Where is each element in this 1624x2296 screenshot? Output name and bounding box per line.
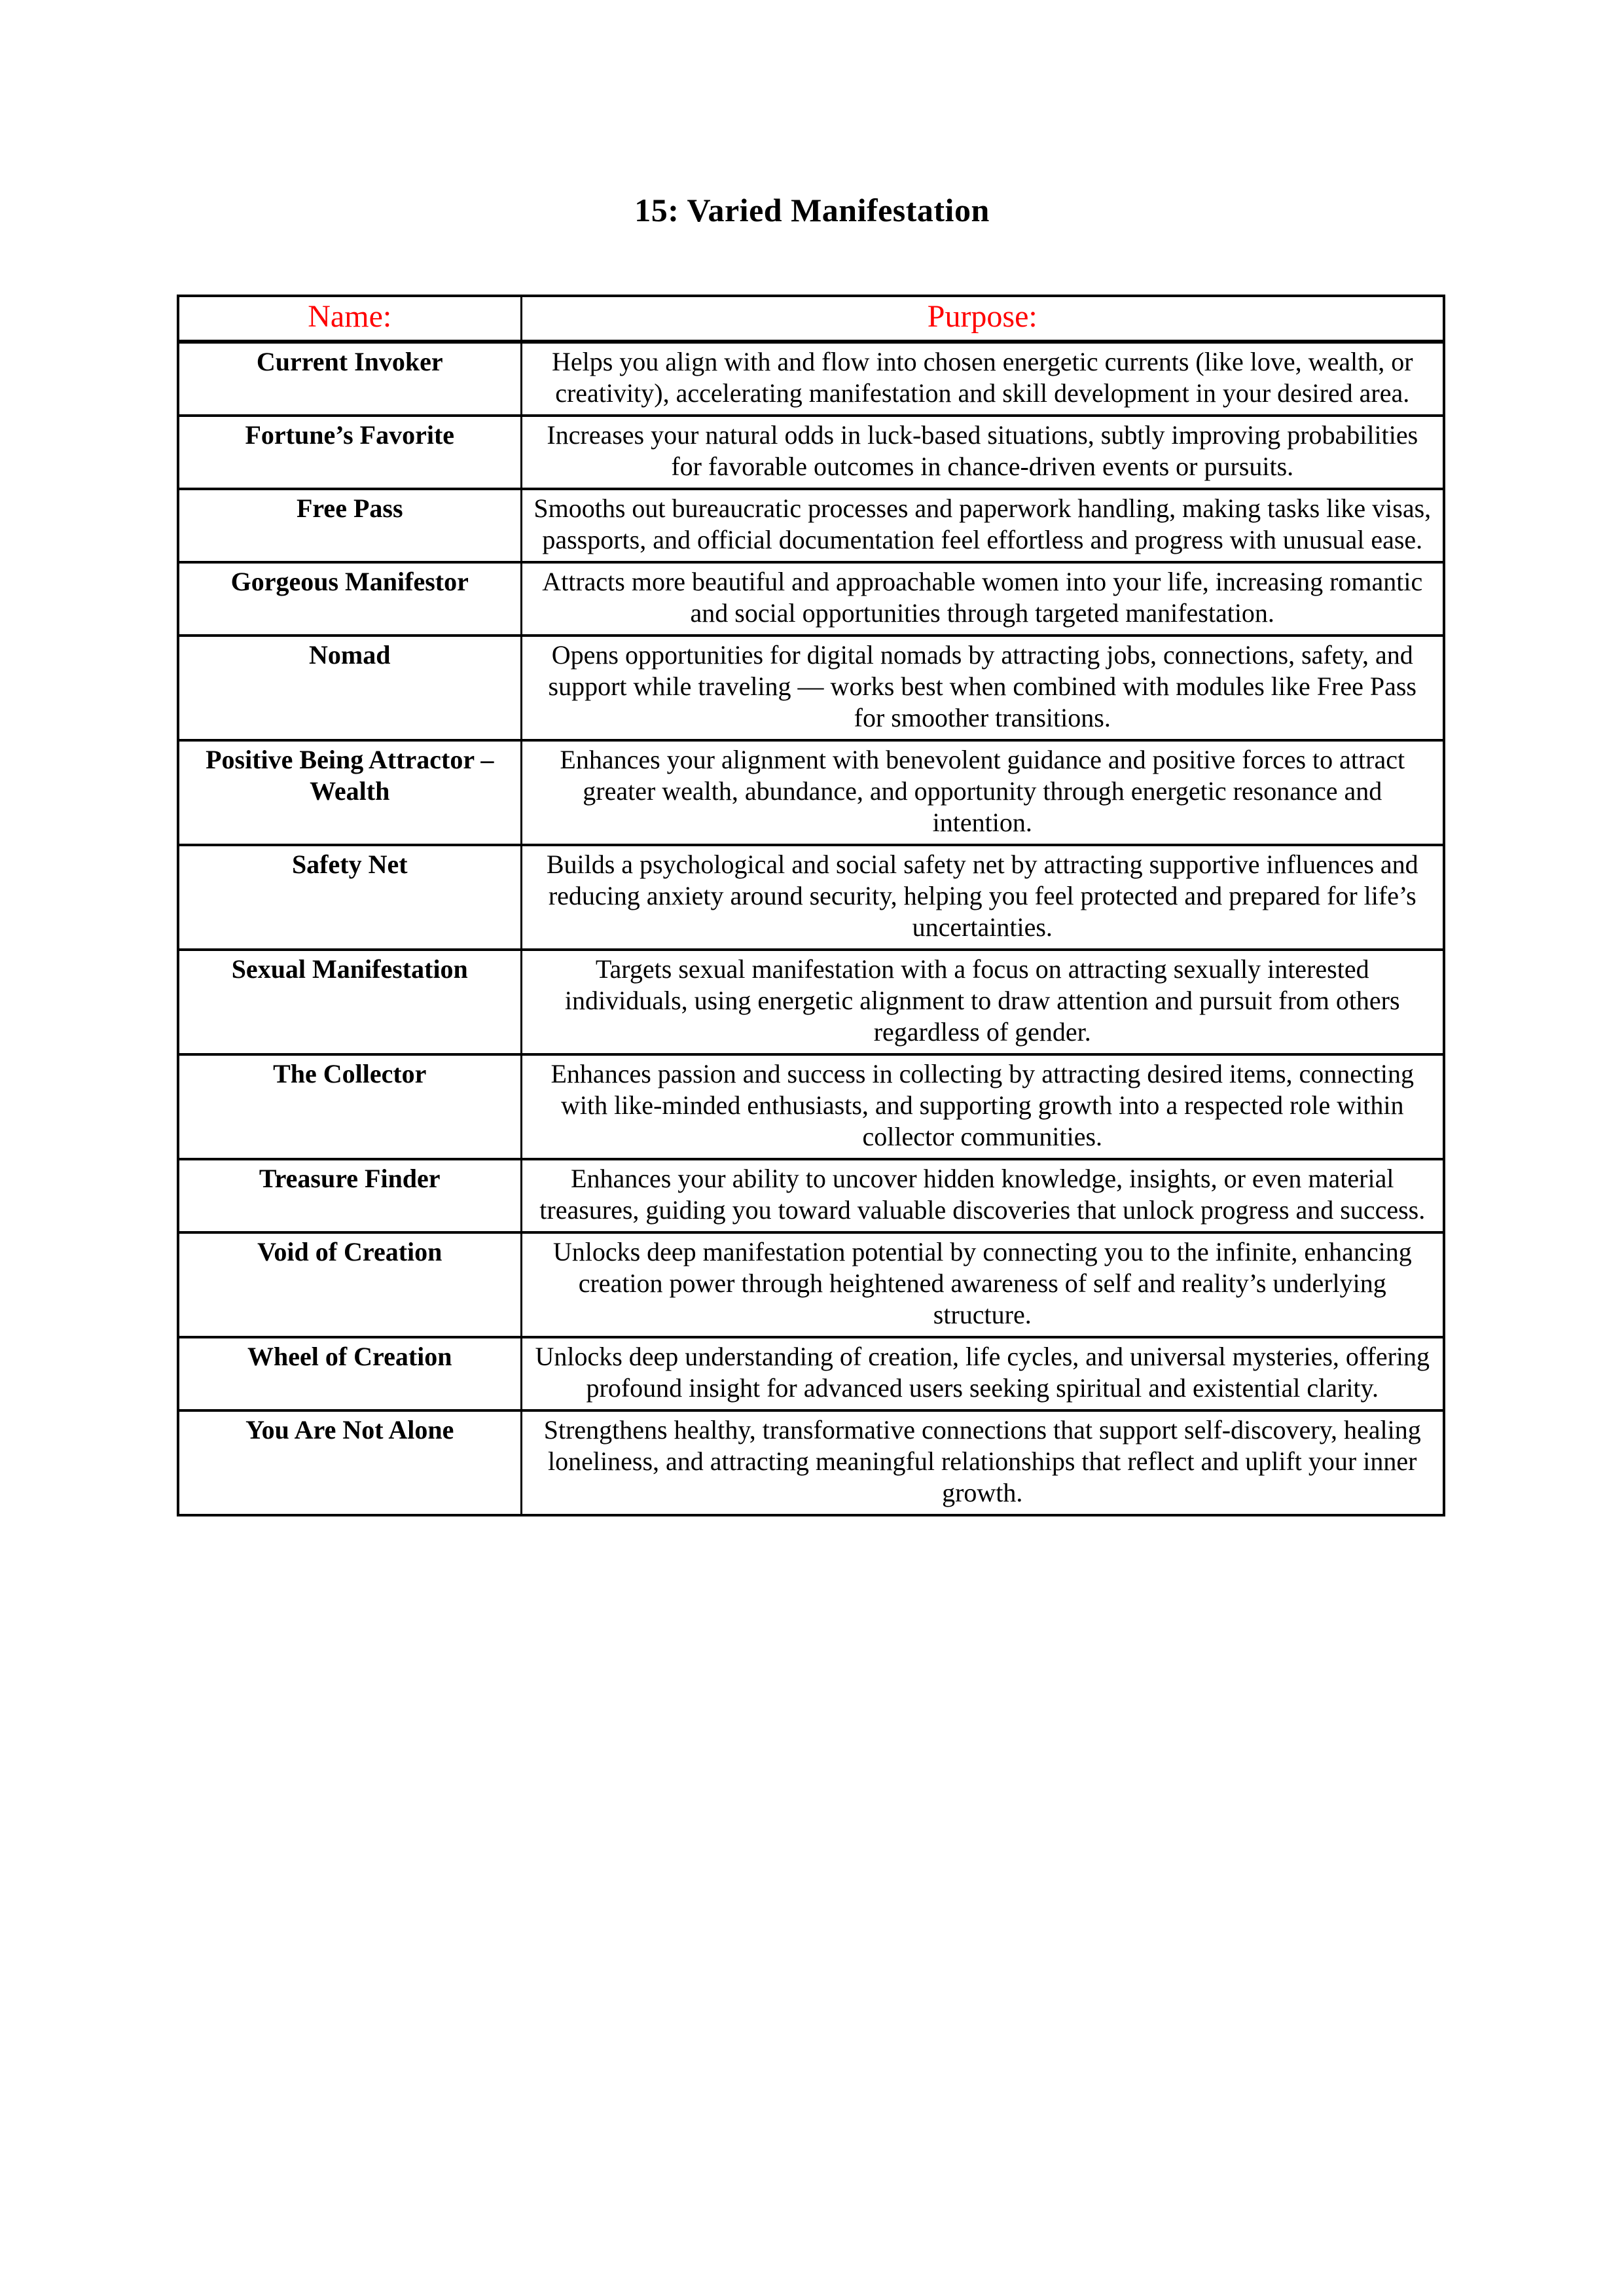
module-purpose: Targets sexual manifestation with a focus on attracting sexually interested individuals, using energetic alignment to draw attention and pursuit from others regardless of gender. [521, 950, 1444, 1054]
module-purpose: Enhances your alignment with benevolent guidance and positive forces to attract greater wealth, abundance, and opportunity through energetic resonance and intention. [521, 740, 1444, 845]
module-purpose: Builds a psychological and social safety net by attracting supportive influences and reducing anxiety around security, helping you feel protected and prepared for life’s uncertainties. [521, 845, 1444, 950]
module-name: Sexual Manifestation [178, 950, 521, 1054]
table-row [178, 562, 1444, 636]
table-header-row [178, 296, 1444, 342]
table-row [178, 1232, 1444, 1337]
name-column-header: Name: [178, 296, 521, 342]
module-name: Positive Being Attractor – Wealth [178, 740, 521, 845]
modules-table [177, 295, 1445, 1516]
module-purpose: Smooths out bureaucratic processes and paperwork handling, making tasks like visas, passports, and official documentation feel effortless and progress with unusual ease. [521, 489, 1444, 562]
page-title: 15: Varied Manifestation [634, 192, 990, 228]
module-purpose: Attracts more beautiful and approachable women into your life, increasing romantic and social opportunities through targeted manifestation. [521, 562, 1444, 636]
module-purpose: Strengthens healthy, transformative connections that support self-discovery, healing loneliness, and attracting meaningful relationships that reflect and uplift your inner growth. [521, 1410, 1444, 1515]
module-purpose: Enhances your ability to uncover hidden knowledge, insights, or even material treasures, guiding you toward valuable discoveries that unlock progress and success. [521, 1159, 1444, 1232]
table-row [178, 636, 1444, 740]
table-row [178, 416, 1444, 489]
module-name: Gorgeous Manifestor [178, 562, 521, 636]
module-name: Treasure Finder [178, 1159, 521, 1232]
module-name: The Collector [178, 1054, 521, 1159]
table-row [178, 740, 1444, 845]
module-name: Free Pass [178, 489, 521, 562]
module-name: Wheel of Creation [178, 1337, 521, 1410]
module-name: Fortune’s Favorite [178, 416, 521, 489]
table-row [178, 845, 1444, 950]
purpose-column-header: Purpose: [521, 296, 1444, 342]
table-row [178, 1159, 1444, 1232]
module-name: Void of Creation [178, 1232, 521, 1337]
module-purpose: Opens opportunities for digital nomads by attracting jobs, connections, safety, and support while traveling — works best when combined with modules like Free Pass for smoother transitions. [521, 636, 1444, 740]
module-name: Nomad [178, 636, 521, 740]
module-name: Safety Net [178, 845, 521, 950]
table-row [178, 1410, 1444, 1515]
table-row [178, 489, 1444, 562]
table-row [178, 1054, 1444, 1159]
module-purpose: Helps you align with and flow into chosen energetic currents (like love, wealth, or creativity), accelerating manifestation and skill development in your desired area. [521, 342, 1444, 416]
module-purpose: Unlocks deep manifestation potential by connecting you to the infinite, enhancing creation power through heightened awareness of self and reality’s underlying structure. [521, 1232, 1444, 1337]
table-row [178, 342, 1444, 416]
table-row [178, 950, 1444, 1054]
table-body [178, 342, 1444, 1515]
table-row [178, 1337, 1444, 1410]
module-purpose: Unlocks deep understanding of creation, life cycles, and universal mysteries, offering profound insight for advanced users seeking spiritual and existential clarity. [521, 1337, 1444, 1410]
module-name: You Are Not Alone [178, 1410, 521, 1515]
module-purpose: Increases your natural odds in luck-based situations, subtly improving probabilities for favorable outcomes in chance-driven events or pursuits. [521, 416, 1444, 489]
module-purpose: Enhances passion and success in collecting by attracting desired items, connecting with like-minded enthusiasts, and supporting growth into a respected role within collector communities. [521, 1054, 1444, 1159]
module-name: Current Invoker [178, 342, 521, 416]
